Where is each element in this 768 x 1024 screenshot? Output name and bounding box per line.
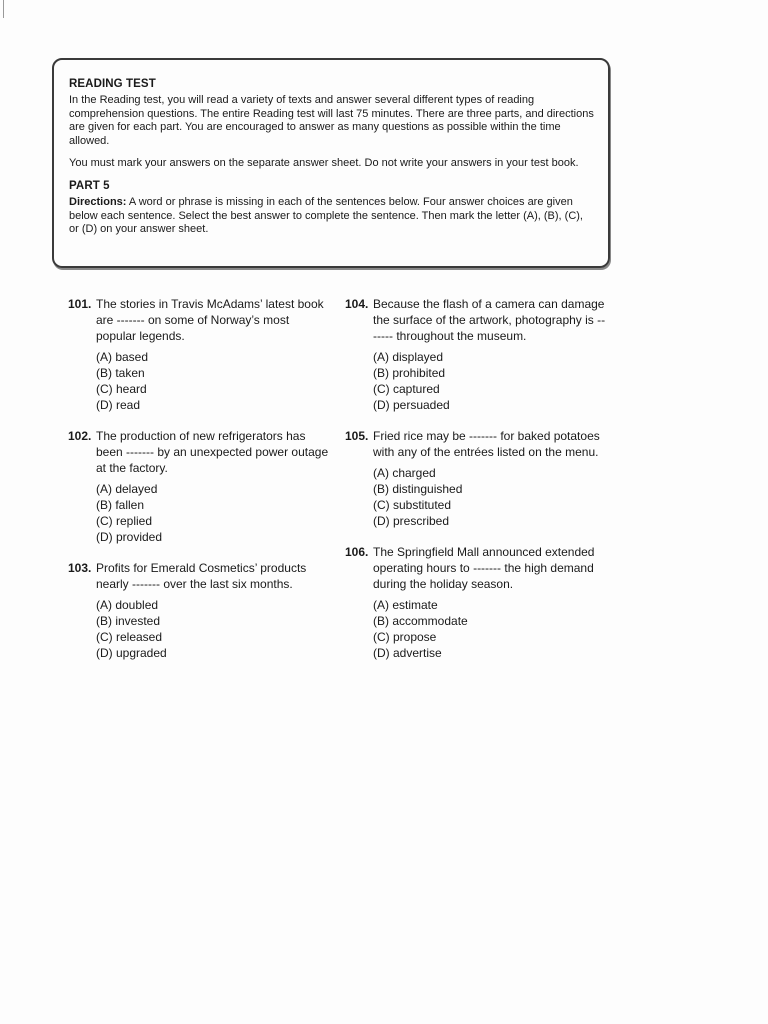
question-text: The production of new refrigerators has been ------- by an unexpected power outage at the factory. <box>96 429 329 475</box>
question-text: The stories in Travis McAdams’ latest book are ------- on some of Norway’s most popular legends. <box>96 297 324 343</box>
question-number: 102. <box>68 429 92 443</box>
question-104 <box>345 296 607 413</box>
answer-options <box>96 597 330 661</box>
questions-left-column <box>68 296 330 676</box>
question-103 <box>68 560 330 661</box>
answer-option[interactable]: (B) accommodate <box>373 614 468 628</box>
questions-right-column <box>345 296 607 676</box>
answer-option[interactable]: (C) propose <box>373 630 437 644</box>
directions-text: A word or phrase is missing in each of the sentences below. Four answer choices are given below each sentence. Select the best answer to complete the sentence. Then mark the letter (A), (B), (C), or (D) on your answer sheet. <box>69 195 583 236</box>
question-101 <box>68 296 330 413</box>
question-text: The Springfield Mall announced extended operating hours to ------- the high demand during the holiday season. <box>373 545 595 591</box>
question-text: Profits for Emerald Cosmetics’ products nearly ------- over the last six months. <box>96 561 307 591</box>
instructions-box <box>52 58 610 268</box>
reading-test-description: In the Reading test, you will read a variety of texts and answer several different types of reading comprehension questions. The entire Reading test will last 75 minutes. There are three parts, and directions are given for each part. You are encouraged to answer as many questions as possible within the time allowed. <box>69 94 594 147</box>
answer-option[interactable]: (A) based <box>96 350 149 364</box>
answer-option[interactable]: (A) delayed <box>96 482 158 496</box>
answer-option[interactable]: (D) read <box>96 398 141 412</box>
answer-option[interactable]: (A) estimate <box>373 598 438 612</box>
answer-option[interactable]: (D) upgraded <box>96 646 167 660</box>
answer-option[interactable]: (C) heard <box>96 382 147 396</box>
directions-paragraph <box>69 196 594 237</box>
answer-option[interactable]: (D) advertise <box>373 646 442 660</box>
answer-option[interactable]: (D) prescribed <box>373 514 450 528</box>
question-number: 103. <box>68 561 92 575</box>
answer-option[interactable]: (B) invested <box>96 614 161 628</box>
answer-options <box>373 349 607 413</box>
answer-option[interactable]: (B) distinguished <box>373 482 463 496</box>
answer-option[interactable]: (A) charged <box>373 466 436 480</box>
answer-option[interactable]: (D) provided <box>96 530 163 544</box>
answer-option[interactable]: (C) released <box>96 630 163 644</box>
answer-option[interactable]: (B) taken <box>96 366 145 380</box>
answer-option[interactable]: (A) displayed <box>373 350 444 364</box>
answer-options <box>96 349 330 413</box>
answer-option[interactable]: (B) prohibited <box>373 366 446 380</box>
question-number: 104. <box>345 297 369 311</box>
answer-option[interactable]: (C) replied <box>96 514 153 528</box>
answer-option[interactable]: (B) fallen <box>96 498 145 512</box>
question-number: 106. <box>345 545 369 559</box>
answer-sheet-note: You must mark your answers on the separate answer sheet. Do not write your answers in your test book. <box>69 157 579 170</box>
answer-option[interactable]: (C) substituted <box>373 498 452 512</box>
part-heading: PART 5 <box>69 179 110 192</box>
question-106 <box>345 544 607 661</box>
directions-label: Directions: <box>69 195 127 208</box>
answer-option[interactable]: (D) persuaded <box>373 398 450 412</box>
question-text: Fried rice may be ------- for baked potatoes with any of the entrées listed on the menu. <box>373 429 600 459</box>
question-number: 105. <box>345 429 369 443</box>
question-105 <box>345 428 607 529</box>
question-number: 101. <box>68 297 92 311</box>
answer-options <box>373 597 607 661</box>
answer-options <box>373 465 607 529</box>
answer-option[interactable]: (C) captured <box>373 382 440 396</box>
scan-margin-mark <box>3 0 4 18</box>
answer-options <box>96 481 330 545</box>
question-102 <box>68 428 330 545</box>
question-text: Because the flash of a camera can damage the surface of the artwork, photography is ------- throughout the museum. <box>373 297 606 343</box>
answer-option[interactable]: (A) doubled <box>96 598 159 612</box>
reading-test-heading: READING TEST <box>69 78 156 90</box>
